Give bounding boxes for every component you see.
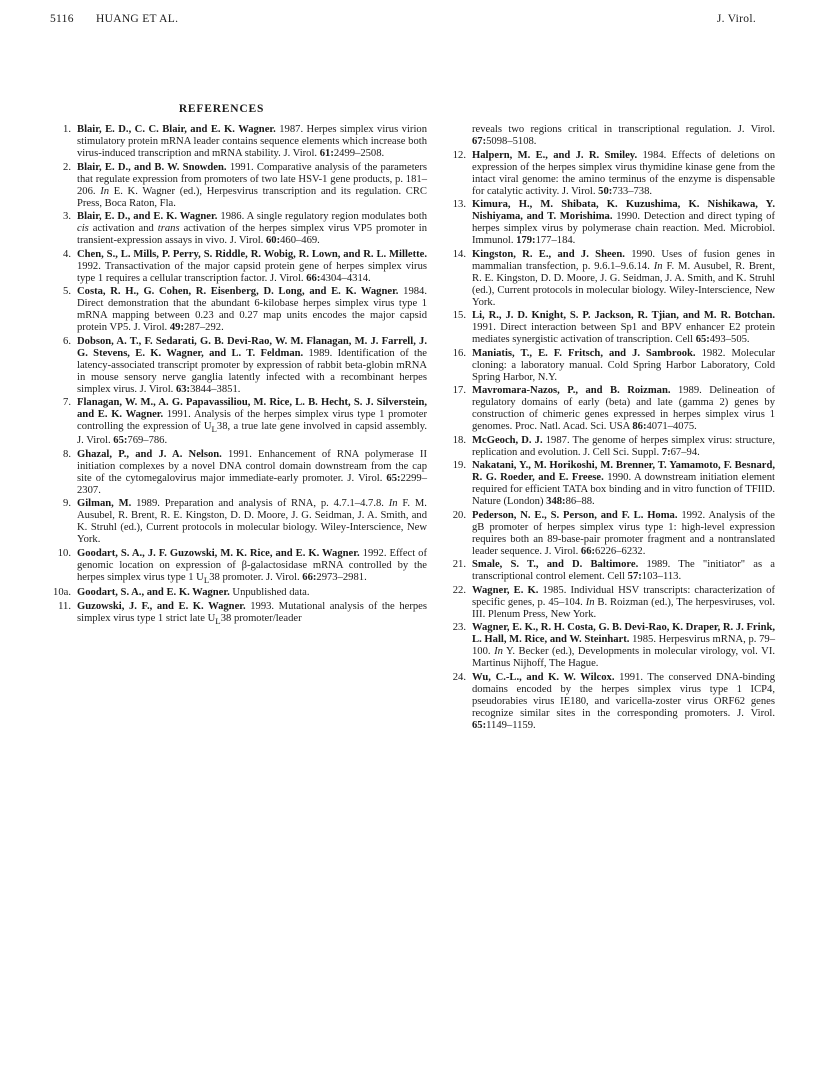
running-head-journal: J. Virol. xyxy=(716,13,756,25)
reference-item: 6. Dobson, A. T., F. Sedarati, G. B. Devi-Rao, W. M. Flanagan, M. J. Farrell, J. G. Stevens, E. K. Wagner, and L. T. Feldman. 1989. Identification of the latency-associated transcript promoter by expression of rabbit beta-globin mRNA in mouse sensory nerve ganglia latently infected with a recombinant herpes simplex virus. J. Virol. 63:3844–3851. xyxy=(63,335,428,395)
reference-item: 20. Pederson, N. E., S. Person, and F. L. Homa. 1992. Analysis of the gB promoter of herpes simplex virus type 1: high-level expression requires both an 89-base-pair promoter fragment and a nontranslated leader sequence. J. Virol. 66:6226–6232. xyxy=(452,509,775,557)
reference-item: 18. McGeoch, D. J. 1987. The genome of herpes simplex virus: structure, replication and evolution. J. Cell Sci. Suppl. 7:67–94. xyxy=(452,434,775,458)
section-title: REFERENCES xyxy=(178,103,265,115)
reference-item: 7. Flanagan, W. M., A. G. Papavassiliou, M. Rice, L. B. Hecht, S. J. Silverstein, and E. K. Wagner. 1991. Analysis of the herpes simplex virus type 1 promoter controlling the expression of $U_L38$, a true late gene involved in capsid assembly. J. Virol. 65:769–786. xyxy=(63,397,427,447)
references-right-column xyxy=(445,124,775,733)
reference-item: 19. Nakatani, Y., M. Horikoshi, M. Brenner, T. Yamamoto, F. Besnard, R. G. Roeder, and E. Freese. 1990. A downstream initiation element required for efficient TATA box binding and in vitro function of TFIID. Nature (London) 348:86–88. xyxy=(452,460,775,507)
references-left-column xyxy=(50,124,427,628)
running-head-authors: HUANG ET AL. xyxy=(96,13,179,25)
reference-item: 12. Halpern, M. E., and J. R. Smiley. 1984. Effects of deletions on expression of the herpes simplex virus thymidine kinase gene from the intact viral genome: the amino terminus of the enzyme is dispensable for catalytic activity. J. Virol. 50:733–738. xyxy=(452,149,775,197)
reference-item: 4. Chen, S., L. Mills, P. Perry, S. Riddle, R. Wobig, R. Lown, and R. L. Millette. 1992. Transactivation of the major capsid protein gene of herpes simplex virus type 1 requires a cellular transcription factor. J. Virol. 66:4304–4314. xyxy=(63,248,427,284)
reference-item: 5. Costa, R. H., G. Cohen, R. Eisenberg, D. Long, and E. K. Wagner. 1984. Direct demonstration that the abundant 6-kilobase herpes simplex virus type 1 mRNA mapping between 0.23 and 0.27 map units encodes the major capsid protein VP5. J. Virol. 49:287–292. xyxy=(63,286,427,333)
reference-item: 9. Gilman, M. 1989. Preparation and analysis of RNA, p. 4.7.1–4.7.8. In F. M. Ausubel, R. Brent, R. E. Kingston, D. D. Moore, J. G. Seidman, J. A. Smith, and K. Struhl (ed.), Current protocols in molecular biology. Wiley-Interscience, New York. xyxy=(63,498,427,546)
reference-item: 16. Maniatis, T., E. F. Fritsch, and J. Sambrook. 1982. Molecular cloning: a laboratory manual. Cold Spring Harbor Laboratory, Cold Spring Harbor, N.Y. xyxy=(452,347,775,383)
reference-item: 24. Wu, C.-L., and K. W. Wilcox. 1991. The conserved DNA-binding domains encoded by the herpes simplex virus type 1 ICP4, pseudorabies virus IE180, and varicella-zoster virus ORF62 genes recognize similar sites in the corresponding promoters. J. Virol. 65:1149–1159. xyxy=(452,671,775,731)
reference-item: 8. Ghazal, P., and J. A. Nelson. 1991. Enhancement of RNA polymerase II initiation complexes by a novel DNA control domain downstream from the cap site of the cytomegalovirus major immediate-early promoter. J. Virol. 65:2299–2307. xyxy=(63,448,427,496)
reference-item: 23. Wagner, E. K., R. H. Costa, G. B. Devi-Rao, K. Draper, R. J. Frink, L. Hall, M. Rice, and W. Steinhart. 1985. Herpesvirus mRNA, p. 79–100. In Y. Becker (ed.), Developments in molecular virology, vol. VI. Martinus Nijhoff, The Hague. xyxy=(452,622,776,669)
reference-item: 21. Smale, S. T., and D. Baltimore. 1989. The "initiator" as a transcriptional control element. Cell 57:103–113. xyxy=(452,559,775,582)
reference-item: 15. Li, R., J. D. Knight, S. P. Jackson, R. Tjian, and M. R. Botchan. 1991. Direct interaction between Sp1 and BPV enhancer E2 protein mediates synergistic activation of transcription. Cell 65:493–505. xyxy=(452,310,775,345)
reference-continuation: reveals two regions critical in transcriptional regulation. J. Virol. 67:5098–5108. xyxy=(472,124,775,147)
reference-item: 14. Kingston, R. E., and J. Sheen. 1990. Uses of fusion genes in mammalian transfection, p. 9.6.1–9.6.14. In F. M. Ausubel, R. Brent, R. E. Kingston, D. D. Moore, J. G. Seidman, J. A. Smith, and K. Struhl (ed.), Current protocols in molecular biology. Wiley-Interscience, New York. xyxy=(452,248,776,308)
reference-item: 17. Mavromara-Nazos, P., and B. Roizman. 1989. Delineation of regulatory domains of early (beta) and late (gamma 2) genes by construction of chimeric genes expressed in herpes simplex virus 1 genomes. Proc. Natl. Acad. Sci. USA 86:4071–4075. xyxy=(452,385,775,432)
reference-item: 11. Guzowski, J. F., and E. K. Wagner. 1993. Mutational analysis of the herpes simplex virus type 1 strict late $U_L38$ promoter/leader xyxy=(58,600,427,626)
reference-item: 2. Blair, E. D., and B. W. Snowden. 1991. Comparative analysis of the parameters that regulate expression from promoters of two late HSV-1 gene products, p. 181–206. In E. K. Wagner (ed.), Herpesvirus transcription and its regulation. CRC Press, Boca Raton, Fla. xyxy=(63,161,427,209)
reference-item: 10. Goodart, S. A., J. F. Guzowski, M. K. Rice, and E. K. Wagner. 1992. Effect of genomic location on expression of β-galactosidase mRNA controlled by the herpes simplex virus type 1 $U_L38$ promoter. J. Virol. 66:2973–2981. xyxy=(57,547,427,585)
reference-item: 22. Wagner, E. K. 1985. Individual HSV transcripts: characterization of specific genes, p. 45–104. In B. Roizman (ed.), The herpesviruses, vol. III. Plenum Press, New York. xyxy=(452,584,775,620)
reference-item: 13. Kimura, H., M. Shibata, K. Kuzushima, K. Nishikawa, Y. Nishiyama, and T. Morishima. 1990. Detection and direct typing of herpes simplex virus by polymerase chain reaction. Med. Microbiol. Immunol. 179:177–184. xyxy=(452,199,775,246)
reference-item: 1. Blair, E. D., C. C. Blair, and E. K. Wagner. 1987. Herpes simplex virus virion stimulatory protein mRNA leader contains sequence elements which increase both virus-induced transcription and mRNA stability. J. Virol. 61:2499–2508. xyxy=(63,124,427,159)
reference-item: 10a. Goodart, S. A., and E. K. Wagner. Unpublished data. xyxy=(53,587,310,599)
page-number: 5116 xyxy=(50,13,74,25)
reference-item: 3. Blair, E. D., and E. K. Wagner. 1986. A single regulatory region modulates both cis activation and trans activation of the herpes simplex virus VP5 promoter in transient-expression assays in vivo. J. Virol. 60:460–469. xyxy=(63,211,428,246)
